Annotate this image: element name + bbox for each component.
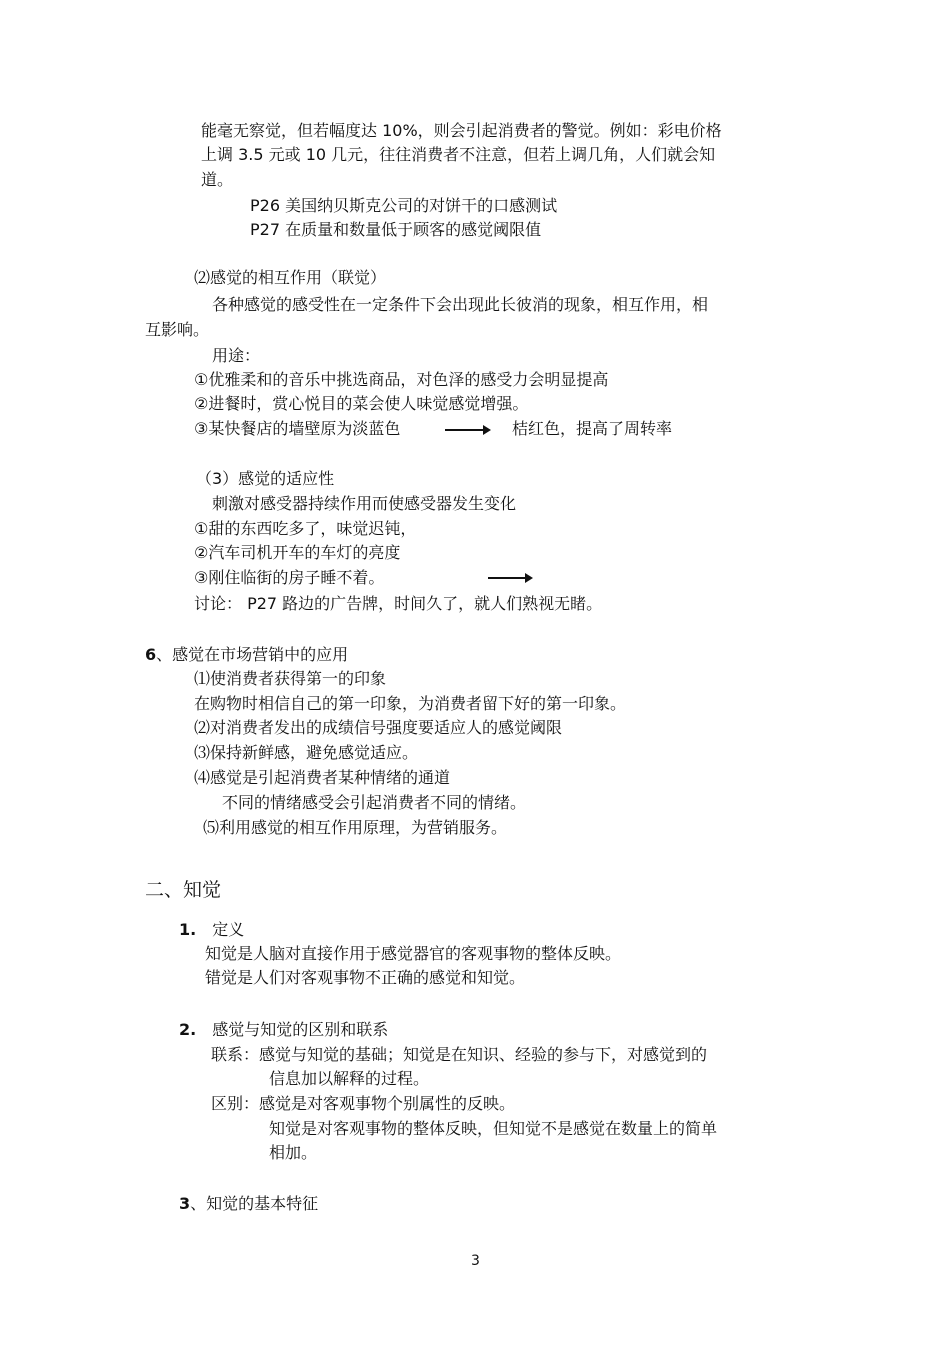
- arrow-right-icon: [445, 429, 489, 431]
- list-item: ⑵对消费者发出的成绩信号强度要适应人的感觉阈限: [194, 718, 563, 737]
- text-line: 讨论： P27 路边的广告牌，时间久了，就人们熟视无睹。: [194, 594, 603, 613]
- list-item: ⑷感觉是引起消费者某种情绪的通道: [194, 768, 451, 787]
- list-item: ⑸利用感觉的相互作用原理，为营销服务。: [203, 818, 508, 837]
- list-item: ②汽车司机开车的车灯的亮度: [194, 543, 401, 562]
- page-number: 3: [471, 1253, 480, 1269]
- subsection-title: 定义: [212, 920, 245, 939]
- list-item: ③某快餐店的墙壁原为淡蓝色: [194, 419, 401, 438]
- subsection-number: 2.: [179, 1020, 197, 1039]
- section-heading: [145, 645, 348, 665]
- list-item: ②进餐时，赏心悦目的菜会使人味觉感觉增强。: [194, 394, 529, 413]
- text-line: 能毫无察觉，但若幅度达 10%，则会引起消费者的警觉。例如：彩电价格: [201, 121, 722, 140]
- text-line: 相加。: [269, 1143, 318, 1162]
- text-line: 不同的情绪感受会引起消费者不同的情绪。: [222, 793, 527, 812]
- subsection-title: 感觉与知觉的区别和联系: [212, 1020, 389, 1039]
- section-heading: ⑵感觉的相互作用（联觉）: [194, 268, 387, 287]
- text-line: P27 在质量和数量低于顾客的感觉阈限值: [250, 220, 542, 239]
- list-item: ①甜的东西吃多了，味觉迟钝，: [194, 519, 417, 538]
- text-line: 道。: [201, 170, 234, 189]
- text-line: 各种感觉的感受性在一定条件下会出现此长彼消的现象，相互作用，相: [212, 295, 709, 314]
- list-item: ③刚住临街的房子睡不着。: [194, 568, 385, 587]
- subsection-number: 3: [179, 1194, 191, 1213]
- text-line: 互影响。: [145, 320, 210, 339]
- text-line: 区别：感觉是对客观事物个别属性的反映。: [211, 1094, 516, 1113]
- text-line: 在购物时相信自己的第一印象，为消费者留下好的第一印象。: [194, 694, 627, 713]
- list-item: ①优雅柔和的音乐中挑选商品，对色泽的感受力会明显提高: [194, 370, 609, 389]
- text-line: 知觉是人脑对直接作用于感觉器官的客观事物的整体反映。: [205, 944, 622, 963]
- subsection-number: 1.: [179, 920, 197, 939]
- text-line: P26 美国纳贝斯克公司的对饼干的口感测试: [250, 196, 558, 215]
- subsection-heading: [179, 1020, 388, 1040]
- text-line: 桔红色，提高了周转率: [512, 419, 673, 438]
- section-number: 6: [145, 645, 157, 664]
- text-line: 上调 3.5 元或 10 几元，往往消费者不注意，但若上调几角，人们就会知: [201, 145, 716, 164]
- chapter-heading: 二、知觉: [145, 879, 222, 901]
- arrow-right-icon: [488, 577, 531, 579]
- subsection-heading: [179, 920, 244, 940]
- text-line: 错觉是人们对客观事物不正确的感觉和知觉。: [205, 968, 526, 987]
- text-line: 知觉是对客观事物的整体反映，但知觉不是感觉在数量上的简单: [269, 1119, 718, 1138]
- text-line: 联系：感觉与知觉的基础；知觉是在知识、经验的参与下，对感觉到的: [211, 1045, 708, 1064]
- subsection-title: 、知觉的基本特征: [190, 1194, 319, 1213]
- subsection-heading: [179, 1194, 318, 1214]
- list-item: ⑴使消费者获得第一的印象: [194, 669, 387, 688]
- text-line: 信息加以解释的过程。: [269, 1069, 430, 1088]
- list-item: ⑶保持新鲜感，避免感觉适应。: [194, 743, 419, 762]
- section-title: 、感觉在市场营销中的应用: [156, 645, 349, 664]
- section-heading: （3）感觉的适应性: [196, 469, 335, 488]
- text-line: 用途：: [212, 346, 261, 365]
- text-line: 刺激对感受器持续作用而使感受器发生变化: [212, 494, 517, 513]
